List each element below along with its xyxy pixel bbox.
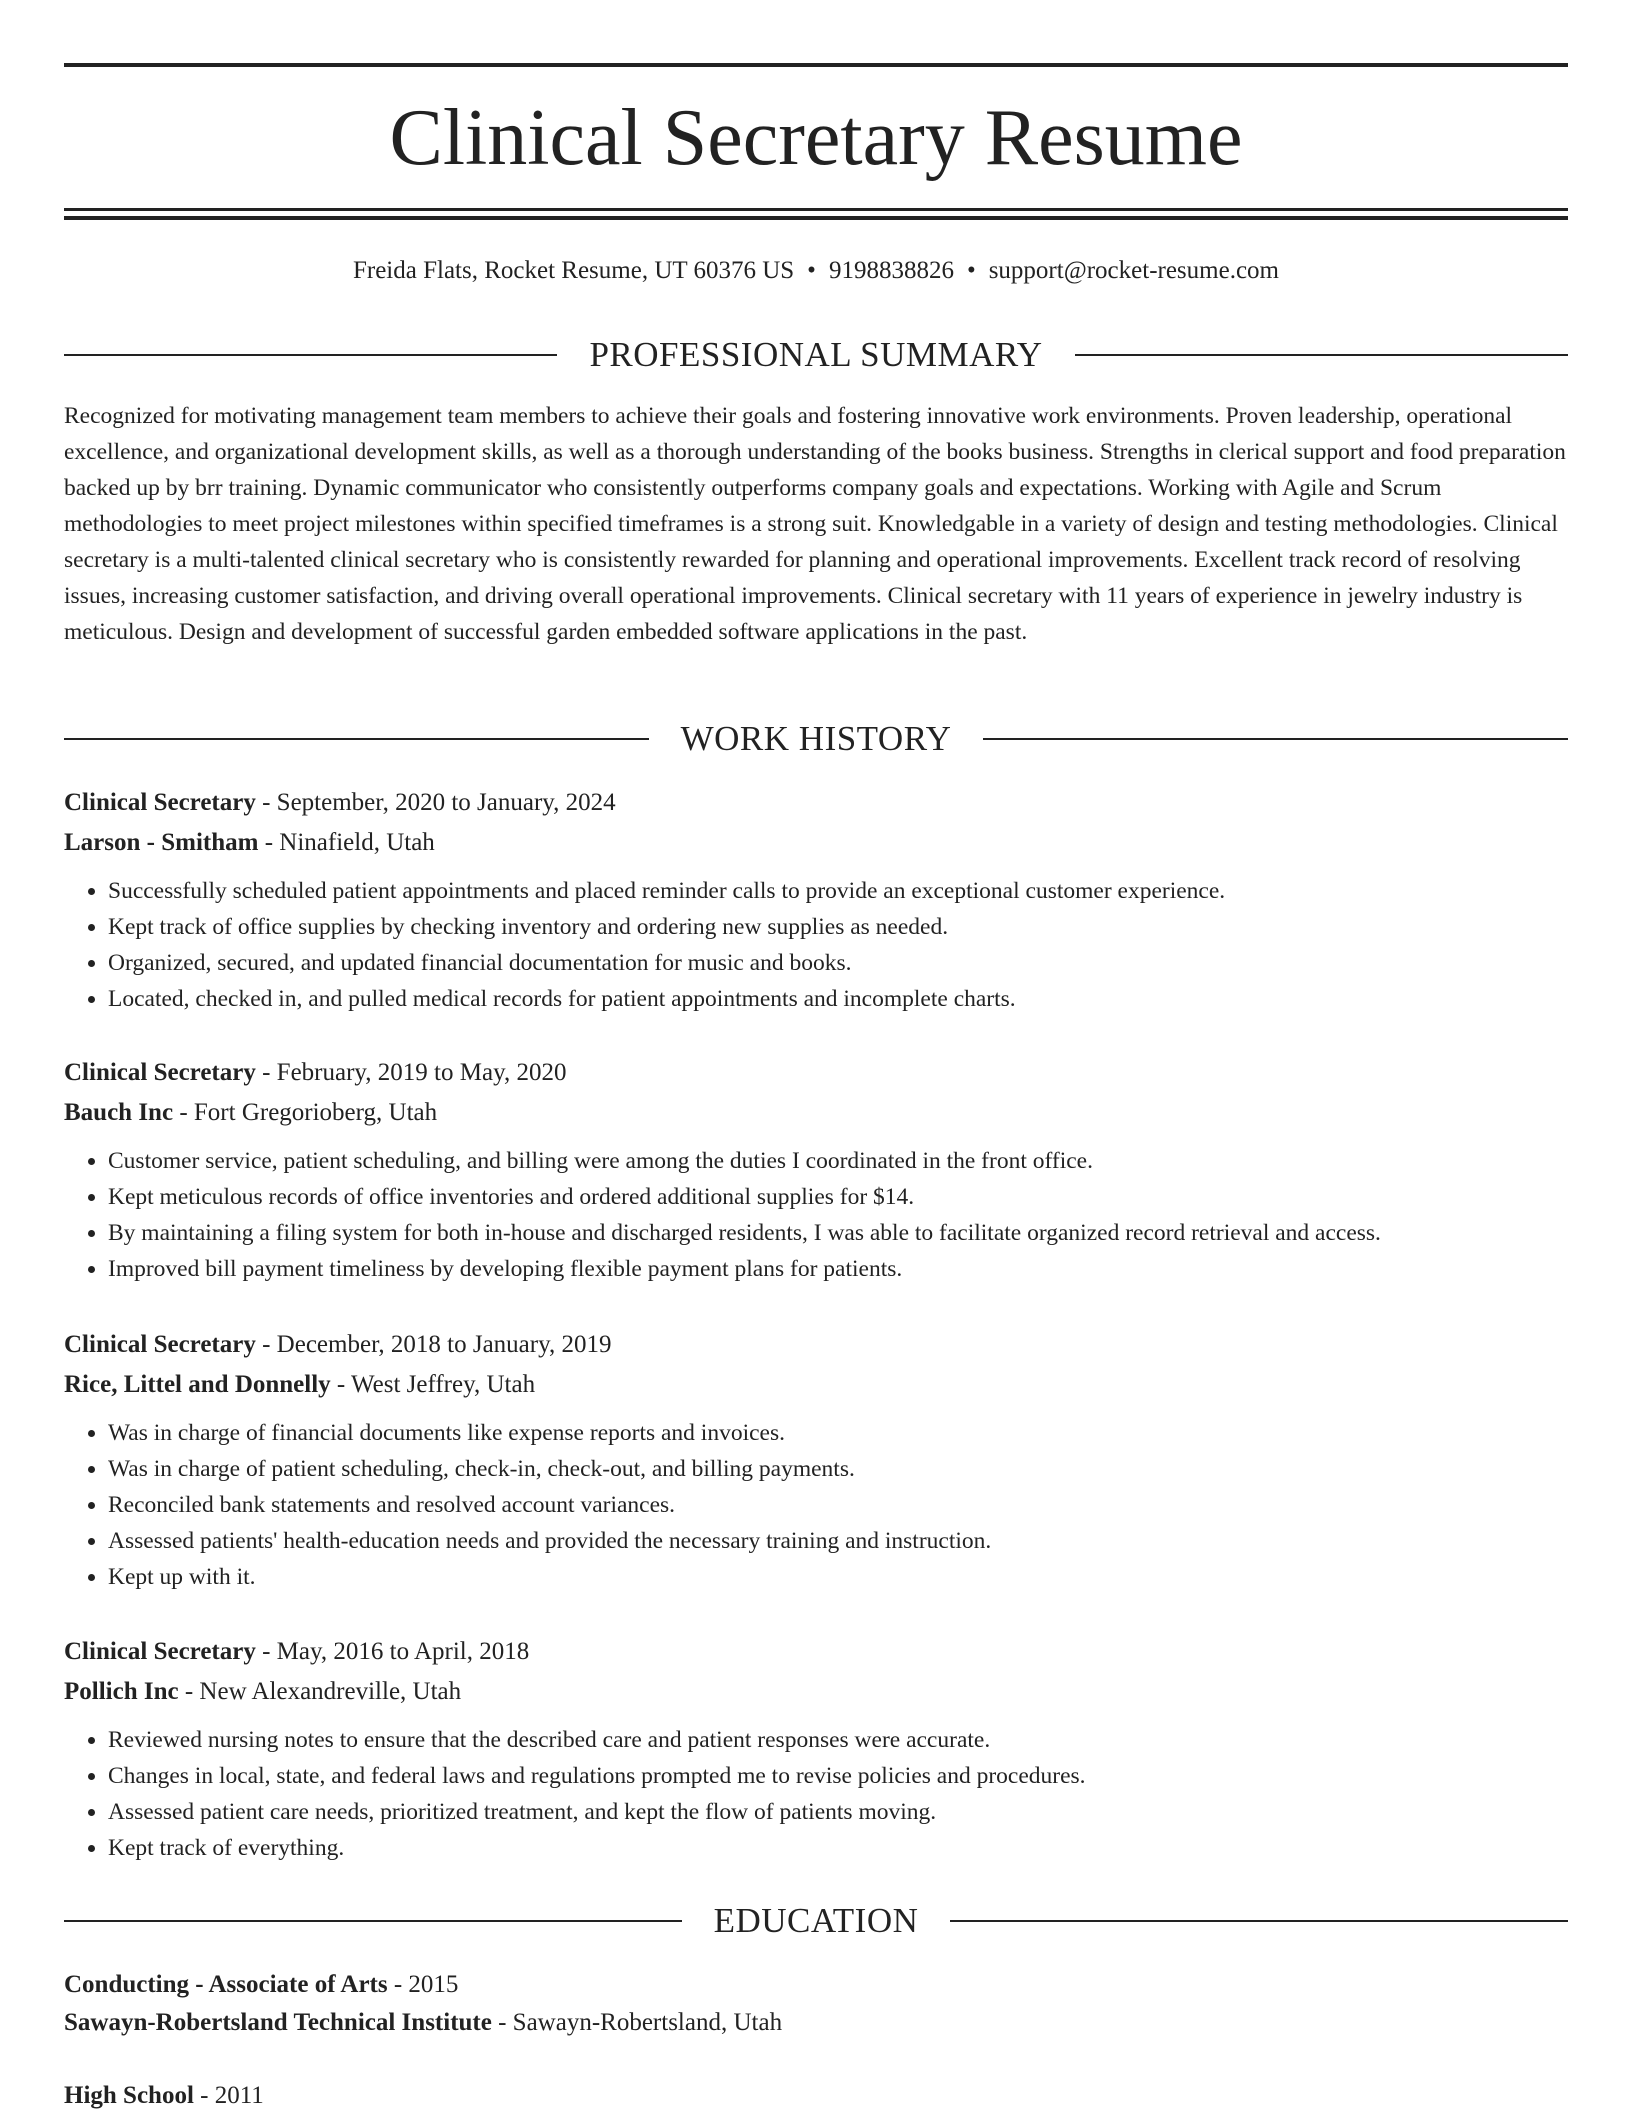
job-company: Bauch Inc [64, 1099, 174, 1126]
job-location: - Ninafield, Utah [258, 829, 435, 856]
education-location: - Sawayn-Robertsland, Utah [491, 2009, 783, 2036]
job-bullets [64, 1415, 1568, 1595]
contact-address: Freida Flats, Rocket Resume, UT 60376 US [352, 257, 795, 284]
job-bullet: • Changes in local, state, and federal laws and regulations prompted me to revise policies and procedures. [108, 1758, 1568, 1794]
contact-separator: • [966, 257, 976, 284]
summary-heading [64, 333, 1568, 377]
education-school-line [64, 2004, 1568, 2042]
education-entry [64, 1966, 1568, 2042]
summary-text: Recognized for motivating management team members to achieve their goals and fostering innovative work environments. Proven leadership, operational excellence, and organizational development skills, as well as a thorough understanding of the books business. Strengths in clerical support and food preparation backed up by brr training. Dynamic communicator who consistently outperforms company goals and expectations. Working with Agile and Scrum methodologies to meet project milestones within specified timeframes is a strong suit. Knowledgable in a variety of design and testing methodologies. Clinical secretary is a multi-talented clinical secretary who is consistently rewarded for planning and operational improvements. Excellent track record of resolving issues, increasing customer satisfaction, and driving overall operational improvements. Clinical secretary with 11 years of experience in jewelry industry is meticulous. Design and development of successful garden embedded software applications in the past. [64, 403, 1566, 645]
job-dates: - February, 2019 to May, 2020 [255, 1059, 567, 1086]
job-bullet: • By maintaining a filing system for both in-house and discharged residents, I was able to facilitate organized record retrieval and access. [108, 1215, 1568, 1251]
job-bullet: • Located, checked in, and pulled medical records for patient appointments and incomplete charts. [108, 981, 1568, 1017]
education-school: Sawayn-Robertsland Technical Institute [64, 2009, 492, 2036]
job-entry [64, 1632, 1568, 1866]
heading-rule-left [64, 354, 557, 356]
job-bullet: • Organized, secured, and updated financial documentation for music and books. [108, 945, 1568, 981]
heading-rule-right [1075, 354, 1568, 356]
job-dates: - May, 2016 to April, 2018 [255, 1638, 530, 1665]
job-bullet: • Kept meticulous records of office inventories and ordered additional supplies for $14. [108, 1179, 1568, 1215]
job-location: - Fort Gregorioberg, Utah [173, 1099, 438, 1126]
job-bullet: • Was in charge of patient scheduling, check-in, check-out, and billing payments. [108, 1451, 1568, 1487]
title-rule-lower [64, 216, 1568, 220]
education-heading-label: EDUCATION [713, 1901, 919, 1940]
heading-rule-left [64, 738, 649, 740]
job-title: Clinical Secretary [64, 1059, 256, 1086]
education-entry [64, 2077, 1568, 2115]
job-entry [64, 783, 1568, 1017]
job-company-line [64, 823, 1568, 863]
contact-separator: • [807, 257, 816, 284]
job-company: Pollich Inc [64, 1678, 179, 1705]
resume-title: Clinical Secretary Resume [389, 94, 1243, 182]
contact-email: support@rocket-resume.com [988, 257, 1279, 284]
job-bullet: • Customer service, patient scheduling, and billing were among the duties I coordinated in the front office. [108, 1143, 1568, 1179]
job-bullet: • Improved bill payment timeliness by developing flexible payment plans for patients. [108, 1251, 1568, 1287]
job-location: - New Alexandreville, Utah [178, 1678, 462, 1705]
job-bullet: • Reviewed nursing notes to ensure that the described care and patient responses were accurate. [108, 1722, 1568, 1758]
work-history-heading [64, 717, 1568, 761]
job-bullet: • Reconciled bank statements and resolved account variances. [108, 1487, 1568, 1523]
job-location: - West Jeffrey, Utah [330, 1371, 536, 1398]
work-history-heading-label: WORK HISTORY [680, 719, 952, 758]
education-year: - 2015 [387, 1971, 459, 1998]
job-bullet: • Assessed patients' health-education needs and provided the necessary training and instruction. [108, 1523, 1568, 1559]
heading-rule-right [950, 1920, 1568, 1922]
job-title-line [64, 783, 1568, 823]
contact-phone: 9198838826 [828, 257, 954, 284]
job-bullet: • Successfully scheduled patient appointments and placed reminder calls to provide an exceptional customer experience. [108, 873, 1568, 909]
job-bullets [64, 873, 1568, 1017]
job-dates: - September, 2020 to January, 2024 [255, 789, 616, 816]
summary-heading-label: PROFESSIONAL SUMMARY [589, 335, 1043, 374]
education-degree-line [64, 2077, 1568, 2115]
job-bullet: • Kept track of everything. [108, 1830, 1568, 1866]
job-bullets [64, 1722, 1568, 1866]
job-entry [64, 1053, 1568, 1287]
job-company: Larson - Smitham [64, 829, 259, 856]
job-bullet: • Was in charge of financial documents like expense reports and invoices. [108, 1415, 1568, 1451]
job-company-line [64, 1672, 1568, 1712]
education-degree: High School [64, 2082, 194, 2109]
job-company: Rice, Littel and Donnelly [64, 1371, 331, 1398]
education-year: - 2011 [193, 2082, 264, 2109]
job-title: Clinical Secretary [64, 1331, 256, 1358]
job-bullets [64, 1143, 1568, 1287]
education-heading [64, 1899, 1568, 1943]
title-rule-upper [64, 208, 1568, 211]
job-company-line [64, 1365, 1568, 1405]
top-rule [64, 63, 1568, 67]
heading-rule-left [64, 1920, 682, 1922]
job-title-line [64, 1325, 1568, 1365]
job-bullet: • Assessed patient care needs, prioritized treatment, and kept the flow of patients moving. [108, 1794, 1568, 1830]
education-degree-line [64, 1966, 1568, 2004]
job-company-line [64, 1093, 1568, 1133]
job-bullet: • Kept track of office supplies by checking inventory and ordering new supplies as needed. [108, 909, 1568, 945]
heading-rule-right [983, 738, 1568, 740]
job-bullet: • Kept up with it. [108, 1559, 1568, 1595]
job-title: Clinical Secretary [64, 789, 256, 816]
education-degree: Conducting - Associate of Arts [64, 1971, 388, 1998]
job-title-line [64, 1053, 1568, 1093]
job-title: Clinical Secretary [64, 1638, 256, 1665]
job-dates: - December, 2018 to January, 2019 [255, 1331, 612, 1358]
job-entry [64, 1325, 1568, 1595]
job-title-line [64, 1632, 1568, 1672]
contact-line [64, 254, 1568, 288]
